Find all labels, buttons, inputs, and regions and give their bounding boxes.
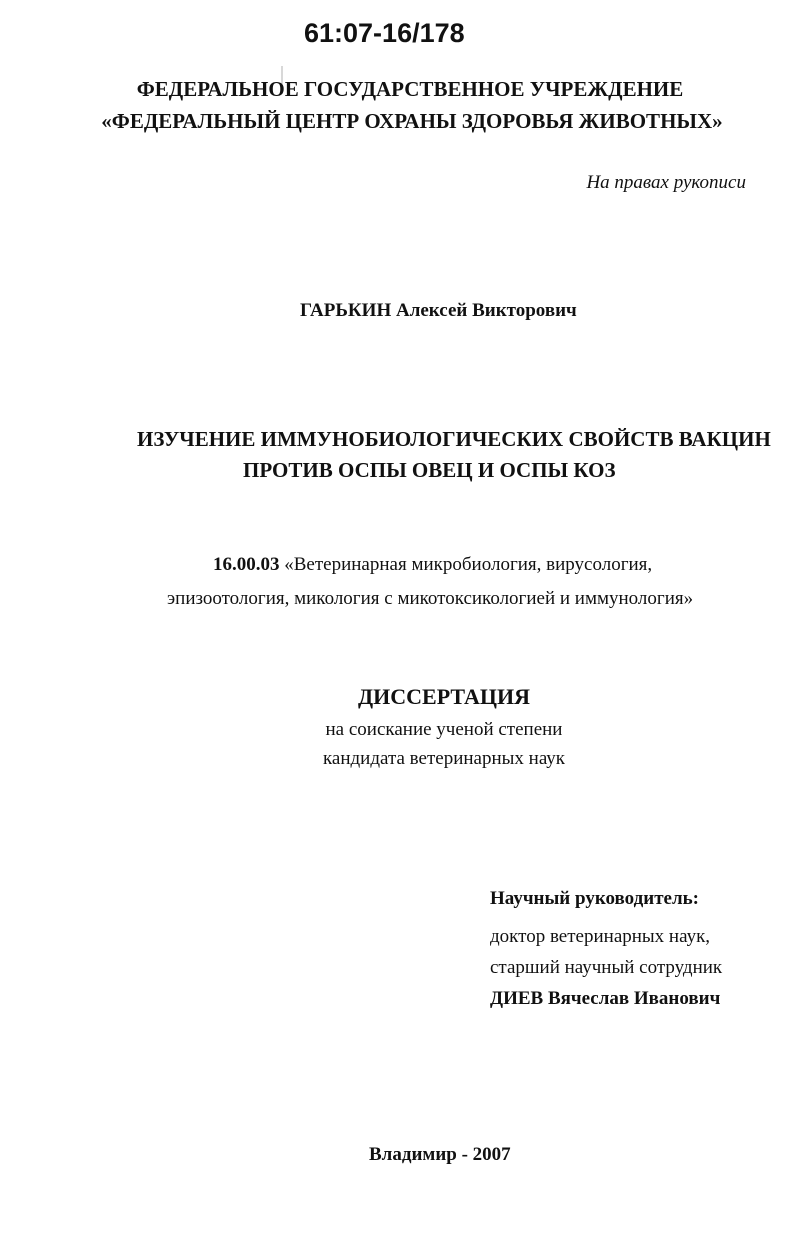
city-year: Владимир - 2007	[369, 1144, 511, 1165]
author-name: ГАРЬКИН Алексей Викторович	[300, 300, 577, 321]
catalog-code: 61:07-16/178	[304, 18, 465, 48]
specialty-code: 16.00.03	[213, 554, 280, 575]
supervisor-degree: доктор ветеринарных наук,	[490, 926, 711, 947]
supervisor-name: ДИЕВ Вячеслав Иванович	[490, 988, 721, 1009]
institution-line-2: «ФЕДЕРАЛЬНЫЙ ЦЕНТР ОХРАНЫ ЗДОРОВЬЯ ЖИВОТНЫХ»	[101, 109, 723, 133]
work-type: ДИССЕРТАЦИЯ	[358, 684, 530, 709]
degree-line-2: кандидата ветеринарных наук	[322, 748, 566, 769]
supervisor-position: старший научный сотрудник	[490, 957, 723, 978]
institution-line-1: ФЕДЕРАЛЬНОЕ ГОСУДАРСТВЕННОЕ УЧРЕЖДЕНИЕ	[136, 77, 684, 101]
dissertation-title-line-2: ПРОТИВ ОСПЫ ОВЕЦ И ОСПЫ КОЗ	[243, 458, 616, 482]
specialty-line-1	[213, 554, 652, 576]
supervisor-heading: Научный руководитель:	[490, 888, 699, 909]
degree-line-1: на соискание ученой степени	[325, 719, 563, 740]
dissertation-title-line-1: ИЗУЧЕНИЕ ИММУНОБИОЛОГИЧЕСКИХ СВОЙСТВ ВАКЦИН	[137, 427, 771, 451]
rights-note: На правах рукописи	[586, 172, 746, 193]
specialty-line-2: эпизоотология, микология с микотоксикологией и иммунология»	[167, 588, 694, 609]
specialty-name-part-1: «Ветеринарная микробиология, вирусология,	[284, 554, 653, 575]
